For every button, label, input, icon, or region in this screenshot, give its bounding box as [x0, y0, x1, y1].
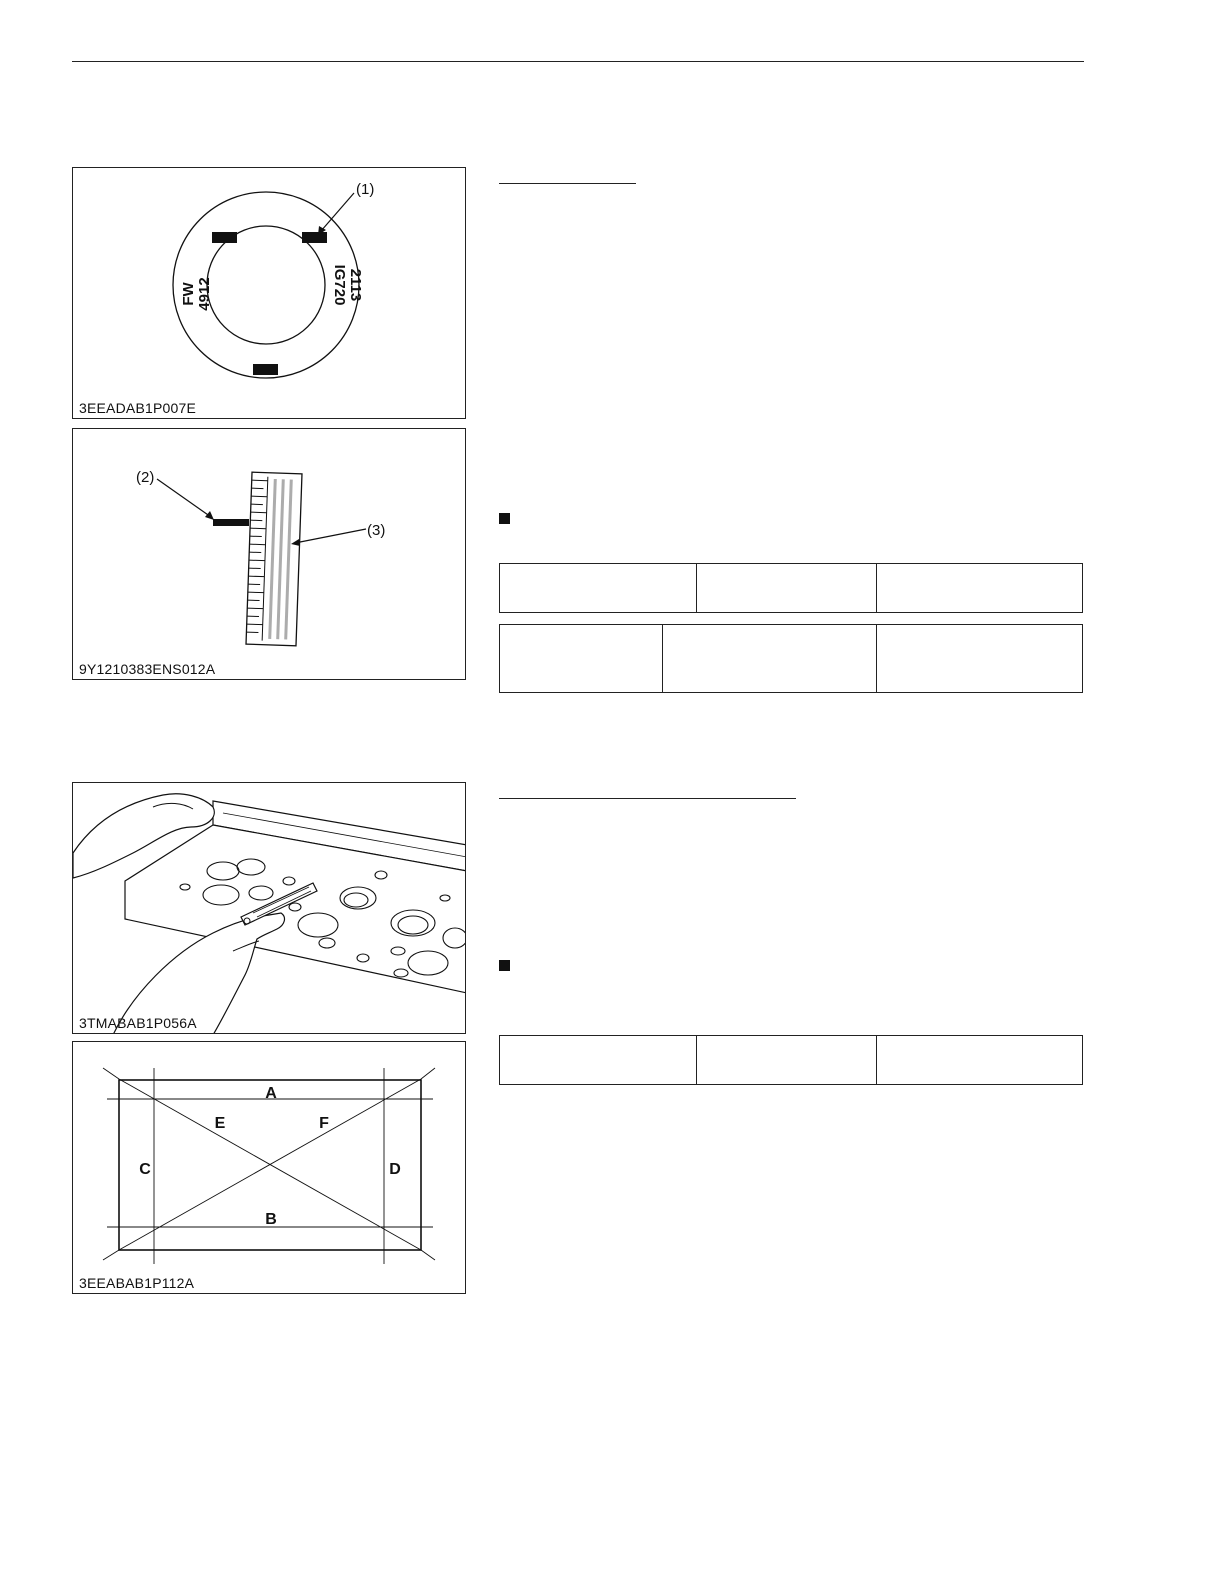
washer-mark-right-line1: IG720 [331, 264, 348, 306]
figure-thrust-collar [72, 167, 466, 419]
spec-table-row [499, 563, 1083, 613]
washer-mark-right-line2: 2113 [347, 268, 364, 302]
figure-code: 9Y1210383ENS012A [79, 661, 216, 677]
callout-1: (1) [356, 181, 375, 198]
spec-cell [697, 1036, 877, 1084]
spec-cell [500, 564, 697, 612]
cylinder-head-drawing [73, 783, 466, 1034]
label-d: D [389, 1161, 401, 1178]
factory-spec-bullet [499, 513, 510, 524]
figure-plastigage [72, 428, 466, 680]
label-a: A [265, 1085, 277, 1102]
thrust-collar-drawing [73, 168, 466, 419]
label-b: B [265, 1211, 277, 1228]
section-heading-underline [499, 798, 796, 799]
factory-spec-bullet [499, 960, 510, 971]
section-heading-underline [499, 183, 636, 184]
plastigage-drawing [73, 429, 466, 680]
spec-cell [500, 625, 663, 692]
spec-cell [500, 1036, 697, 1084]
spec-table-row [499, 1035, 1083, 1085]
figure-head-flatness-check [72, 782, 466, 1034]
label-e: E [214, 1115, 226, 1132]
figure-measurement-pattern [72, 1041, 466, 1294]
spec-cell [877, 1036, 1082, 1084]
washer-mark-left-line1: FW [180, 282, 197, 306]
label-c: C [139, 1161, 151, 1178]
washer-mark-left-line2: 4912 [196, 277, 213, 311]
spec-cell [877, 564, 1082, 612]
figure-code: 3TMABAB1P056A [79, 1015, 197, 1031]
flatness-pattern-drawing [73, 1042, 466, 1294]
spec-cell [663, 625, 877, 692]
spec-cell [697, 564, 877, 612]
figure-code: 3EEADAB1P007E [79, 400, 197, 416]
spec-table-row [499, 624, 1083, 693]
spec-cell [877, 625, 1082, 692]
figure-code: 3EEABAB1P112A [79, 1275, 195, 1291]
callout-2: (2) [136, 469, 155, 486]
callout-3: (3) [367, 522, 386, 539]
page-header-rule [72, 61, 1084, 62]
label-f: F [319, 1115, 329, 1132]
